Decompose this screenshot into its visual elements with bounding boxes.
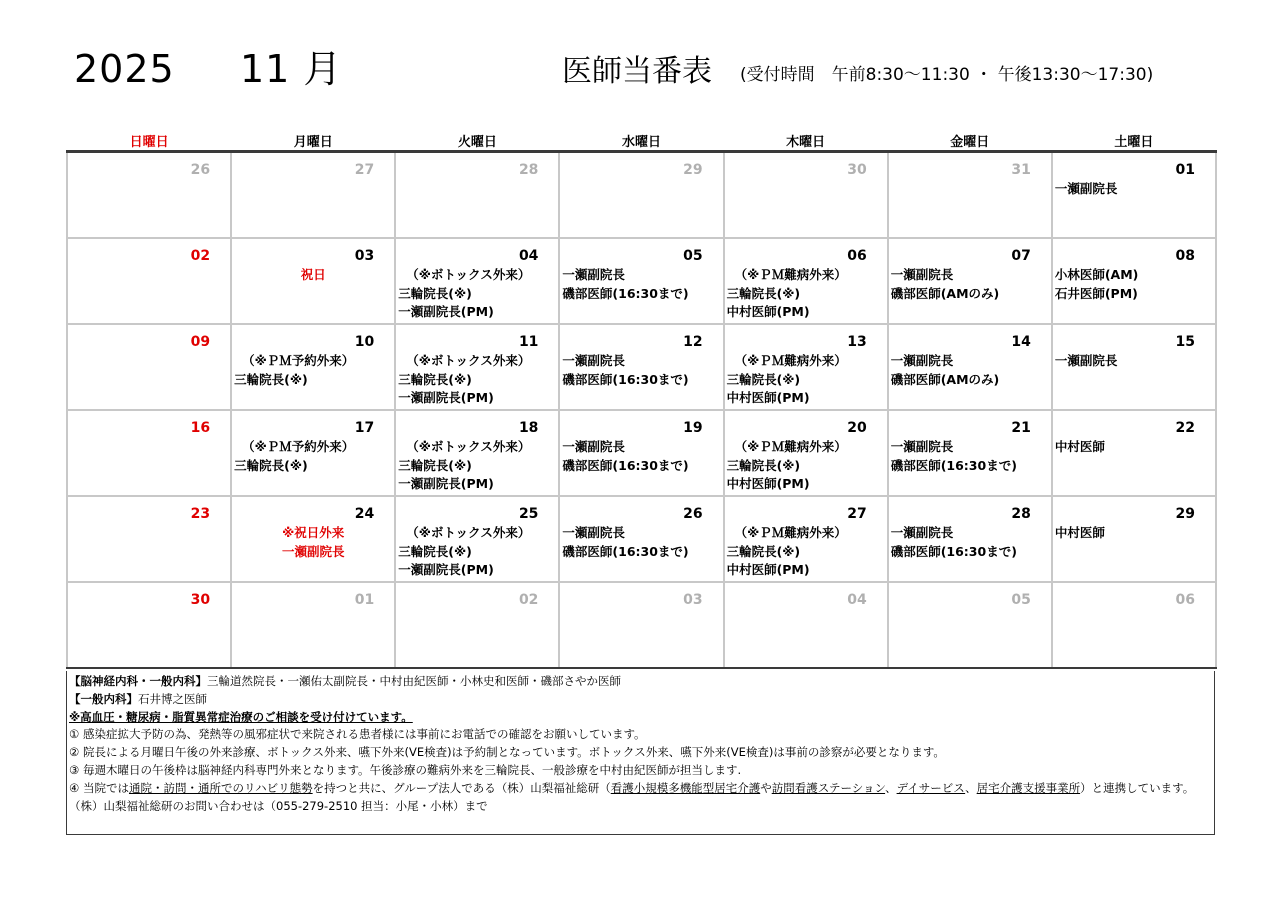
duty-line: 三輪院長(※) bbox=[398, 457, 472, 473]
day-number: 31 bbox=[1011, 162, 1031, 178]
calendar-week bbox=[67, 496, 1216, 582]
day-number: 24 bbox=[354, 506, 375, 522]
n4-text-b: を持つと共に、グループ法人である（株）山梨福祉総研（ bbox=[312, 780, 611, 795]
duty-line: 磯部医師(16:30まで) bbox=[562, 543, 689, 559]
duty-line: （※ボトックス外来） bbox=[406, 267, 531, 282]
day-number: 28 bbox=[518, 162, 539, 178]
duty-entries bbox=[725, 264, 887, 322]
duty-line: （※ＰＭ予約外来） bbox=[242, 439, 355, 454]
duty-line: 磯部医師(16:30まで) bbox=[562, 457, 689, 473]
day-cell bbox=[724, 238, 888, 324]
notes-general-label: 【一般内科】 bbox=[69, 691, 138, 706]
duty-line: 磯部医師(16:30まで) bbox=[890, 457, 1017, 473]
calendar-week bbox=[67, 410, 1216, 496]
day-number: 27 bbox=[354, 162, 375, 178]
day-number: 20 bbox=[847, 420, 867, 436]
weekday-header: 月曜日 bbox=[231, 130, 395, 152]
day-cell bbox=[724, 152, 888, 239]
duty-line: 一瀬副院長 bbox=[562, 525, 625, 540]
day-cell bbox=[724, 410, 888, 496]
duty-line: 磯部医師(AMのみ) bbox=[890, 285, 1000, 301]
duty-entries bbox=[396, 350, 558, 408]
duty-line: （※ＰＭ難病外来） bbox=[734, 439, 847, 454]
n4-text-a: ④ 当院では bbox=[69, 780, 129, 795]
day-number: 05 bbox=[1011, 592, 1031, 608]
day-number: 15 bbox=[1175, 334, 1195, 350]
duty-line: 一瀬副院長 bbox=[890, 267, 954, 282]
day-number: 11 bbox=[518, 334, 539, 350]
day-number: 05 bbox=[683, 248, 703, 264]
duty-entries bbox=[560, 436, 722, 475]
day-number: 01 bbox=[354, 592, 375, 608]
duty-line: 石井医師(PM) bbox=[1054, 285, 1138, 301]
duty-entries bbox=[232, 436, 394, 475]
day-cell bbox=[559, 238, 723, 324]
day-cell bbox=[395, 324, 559, 410]
notes-neuro-doctors: 三輪道然院長・一瀬佑太副院長・中村由紀医師・小林史和医師・磯部さやか医師 bbox=[207, 674, 621, 688]
duty-line: 三輪院長(※) bbox=[726, 543, 801, 559]
duty-entries bbox=[725, 522, 887, 580]
day-cell bbox=[888, 324, 1052, 410]
duty-entries bbox=[232, 522, 394, 561]
weekday-header: 日曜日 bbox=[67, 130, 231, 152]
duty-line: 三輪院長(※) bbox=[398, 285, 472, 301]
duty-entries bbox=[725, 350, 887, 408]
day-number: 02 bbox=[518, 592, 539, 608]
duty-line: （※ＰＭ難病外来） bbox=[734, 353, 847, 368]
duty-entries bbox=[889, 264, 1051, 303]
weekday-header: 水曜日 bbox=[559, 130, 723, 152]
duty-line: 一瀬副院長 bbox=[890, 525, 954, 540]
day-cell bbox=[67, 324, 231, 410]
day-number: 18 bbox=[518, 420, 539, 436]
day-number: 04 bbox=[518, 248, 539, 264]
duty-line: 三輪院長(※) bbox=[398, 543, 472, 559]
duty-line: 中村医師(PM) bbox=[726, 304, 810, 319]
duty-line: 一瀬副院長 bbox=[1054, 353, 1118, 368]
n4-text-d: 、 bbox=[885, 780, 897, 795]
duty-entries bbox=[232, 264, 394, 285]
day-cell bbox=[231, 324, 395, 410]
year: 2025 bbox=[74, 47, 175, 91]
day-number: 22 bbox=[1175, 420, 1195, 436]
day-cell bbox=[231, 496, 395, 582]
n4-dayservice-link: デイサービス bbox=[896, 780, 966, 795]
weekday-header: 金曜日 bbox=[888, 130, 1052, 152]
duty-entries bbox=[1053, 436, 1215, 457]
duty-entries bbox=[232, 350, 394, 389]
duty-line: 中村医師(PM) bbox=[726, 476, 810, 491]
header bbox=[0, 0, 1285, 130]
notes-panel bbox=[66, 671, 1215, 835]
notes-item-2: ② 院長による月曜日午後の外来診療、ボトックス外来、嚥下外来(VE検査)は予約制となっています。ボトックス外来、嚥下外来(VE検査)は事前の診察が必要となります。 bbox=[69, 745, 945, 760]
day-cell bbox=[231, 410, 395, 496]
day-number: 13 bbox=[847, 334, 867, 350]
day-number: 25 bbox=[518, 506, 539, 522]
calendar-week bbox=[67, 582, 1216, 668]
calendar-week bbox=[67, 238, 1216, 324]
day-number: 16 bbox=[190, 420, 211, 436]
duty-entries bbox=[1053, 264, 1215, 303]
weekday-header: 木曜日 bbox=[724, 130, 888, 152]
day-cell bbox=[67, 582, 231, 668]
day-cell bbox=[1052, 410, 1216, 496]
month: 11 月 bbox=[240, 47, 343, 91]
duty-entries bbox=[1053, 178, 1215, 199]
duty-line: 一瀬副院長 bbox=[890, 353, 954, 368]
notes-contact: （株）山梨福祉総研のお問い合わせは（055-279-2510 担当：小尾・小林）まで bbox=[69, 798, 488, 813]
duty-entries bbox=[889, 522, 1051, 561]
day-cell bbox=[724, 496, 888, 582]
day-number: 03 bbox=[354, 248, 375, 264]
day-number: 19 bbox=[683, 420, 703, 436]
day-number: 27 bbox=[847, 506, 867, 522]
day-cell bbox=[231, 238, 395, 324]
day-cell bbox=[888, 496, 1052, 582]
day-number: 26 bbox=[190, 162, 211, 178]
day-cell bbox=[559, 582, 723, 668]
duty-line: 磯部医師(16:30まで) bbox=[890, 543, 1017, 559]
day-number: 04 bbox=[847, 592, 867, 608]
duty-line: 三輪院長(※) bbox=[726, 457, 801, 473]
day-cell bbox=[724, 582, 888, 668]
duty-entries bbox=[560, 264, 722, 303]
duty-line: 祝日 bbox=[300, 267, 326, 282]
day-number: 03 bbox=[683, 592, 703, 608]
duty-line: 三輪院長(※) bbox=[234, 371, 308, 387]
day-cell bbox=[1052, 582, 1216, 668]
duty-line: （※ボトックス外来） bbox=[406, 353, 531, 368]
day-cell bbox=[231, 152, 395, 239]
weekday-header-row bbox=[67, 130, 1216, 152]
day-cell bbox=[888, 238, 1052, 324]
day-cell bbox=[559, 496, 723, 582]
day-cell bbox=[559, 324, 723, 410]
duty-line: 中村医師(PM) bbox=[726, 390, 810, 405]
duty-line: 磯部医師(AMのみ) bbox=[890, 371, 1000, 387]
duty-line: （※ボトックス外来） bbox=[406, 525, 531, 540]
duty-line: （※ＰＭ難病外来） bbox=[734, 525, 847, 540]
duty-line: 三輪院長(※) bbox=[726, 371, 801, 387]
notes-general-doctors: 石井博之医師 bbox=[138, 691, 207, 706]
duty-entries bbox=[396, 264, 558, 322]
day-cell bbox=[1052, 324, 1216, 410]
notes-general-line bbox=[69, 691, 1214, 709]
duty-entries bbox=[560, 522, 722, 561]
calendar-week bbox=[67, 324, 1216, 410]
duty-entries bbox=[1053, 350, 1215, 371]
day-number: 14 bbox=[1011, 334, 1031, 350]
weekday-header: 土曜日 bbox=[1052, 130, 1216, 152]
day-cell bbox=[395, 410, 559, 496]
duty-entries bbox=[725, 436, 887, 494]
duty-line: 磯部医師(16:30まで) bbox=[562, 371, 689, 387]
day-cell bbox=[1052, 238, 1216, 324]
duty-line: 一瀬副院長(PM) bbox=[398, 390, 494, 405]
n4-rehab-link: 通院・訪問・通所でのリハビリ態勢 bbox=[128, 780, 313, 795]
duty-line: 一瀬副院長 bbox=[562, 439, 625, 454]
day-cell bbox=[67, 152, 231, 239]
duty-line: 中村医師 bbox=[1054, 439, 1105, 454]
duty-line: 一瀬副院長 bbox=[562, 267, 625, 282]
notes-neuro-label: 【脳神経内科・一般内科】 bbox=[69, 674, 207, 688]
duty-entries bbox=[396, 522, 558, 580]
day-number: 29 bbox=[1175, 506, 1195, 522]
n4-station-link: 訪問看護ステーション bbox=[771, 780, 886, 795]
calendar-body bbox=[67, 152, 1216, 669]
notes-item-3: ③ 毎週木曜日の午後枠は脳神経内科専門外来となります。午後診療の難病外来を三輪院長、一般診療を中村由紀医師が担当します. bbox=[69, 762, 742, 777]
day-cell bbox=[395, 582, 559, 668]
duty-line: 三輪院長(※) bbox=[726, 285, 801, 301]
day-cell bbox=[724, 324, 888, 410]
day-cell bbox=[67, 238, 231, 324]
day-cell bbox=[395, 152, 559, 239]
day-cell bbox=[67, 496, 231, 582]
day-cell bbox=[395, 496, 559, 582]
day-number: 06 bbox=[1175, 592, 1195, 608]
day-cell bbox=[1052, 496, 1216, 582]
day-cell bbox=[888, 410, 1052, 496]
duty-line: 一瀬副院長 bbox=[281, 543, 345, 559]
day-number: 09 bbox=[190, 334, 211, 350]
duty-entries bbox=[889, 350, 1051, 389]
duty-line: 中村医師(PM) bbox=[726, 562, 810, 577]
day-number: 21 bbox=[1011, 420, 1031, 436]
duty-line: 三輪院長(※) bbox=[234, 457, 308, 473]
duty-line: （※ＰＭ予約外来） bbox=[242, 353, 355, 368]
day-number: 07 bbox=[1011, 248, 1031, 264]
n4-text-e: 、 bbox=[965, 780, 977, 795]
day-number: 29 bbox=[683, 162, 703, 178]
day-number: 26 bbox=[683, 506, 703, 522]
day-cell bbox=[231, 582, 395, 668]
day-number: 08 bbox=[1175, 248, 1195, 264]
duty-calendar bbox=[66, 130, 1217, 669]
notes-neuro-line bbox=[69, 673, 1214, 691]
n4-text-f: ）と連携しています。 bbox=[1080, 780, 1195, 795]
duty-line: （※ボトックス外来） bbox=[406, 439, 531, 454]
duty-line: 中村医師 bbox=[1054, 525, 1105, 540]
day-cell bbox=[559, 152, 723, 239]
duty-entries bbox=[1053, 522, 1215, 543]
duty-entries bbox=[889, 436, 1051, 475]
duty-entries bbox=[560, 350, 722, 389]
day-number: 30 bbox=[847, 162, 867, 178]
duty-line: 磯部医師(16:30まで) bbox=[562, 285, 689, 301]
day-number: 23 bbox=[190, 506, 211, 522]
day-cell bbox=[888, 152, 1052, 239]
duty-line: 一瀬副院長(PM) bbox=[398, 304, 494, 319]
day-number: 10 bbox=[354, 334, 375, 350]
duty-line: 一瀬副院長 bbox=[1054, 181, 1118, 196]
duty-entries bbox=[396, 436, 558, 494]
day-number: 28 bbox=[1011, 506, 1031, 522]
calendar-week bbox=[67, 152, 1216, 239]
day-number: 06 bbox=[847, 248, 867, 264]
duty-line: 三輪院長(※) bbox=[398, 371, 472, 387]
duty-line: 小林医師(AM) bbox=[1054, 267, 1139, 282]
day-number: 02 bbox=[190, 248, 211, 264]
duty-line: ※祝日外来 bbox=[282, 525, 345, 540]
day-number: 17 bbox=[354, 420, 375, 436]
duty-line: 一瀬副院長 bbox=[890, 439, 954, 454]
duty-line: 一瀬副院長 bbox=[562, 353, 625, 368]
reception-hours: (受付時間 午前8:30〜11:30 ・ 午後13:30〜17:30) bbox=[740, 65, 1154, 85]
day-cell bbox=[1052, 152, 1216, 239]
day-number: 30 bbox=[190, 592, 211, 608]
day-number: 12 bbox=[683, 334, 703, 350]
day-cell bbox=[888, 582, 1052, 668]
duty-line: （※ＰＭ難病外来） bbox=[734, 267, 847, 282]
n4-kantaki-link: 看護小規模多機能型居宅介護 bbox=[610, 780, 761, 795]
day-number: 01 bbox=[1175, 162, 1195, 178]
day-cell bbox=[395, 238, 559, 324]
day-cell bbox=[67, 410, 231, 496]
notes-item-1: ① 感染症拡大予防の為、発熱等の風邪症状で来院される患者様には事前にお電話での確認をお願いしています。 bbox=[69, 727, 646, 742]
duty-line: 一瀬副院長(PM) bbox=[398, 562, 494, 577]
n4-care-office-link: 居宅介護支援事業所 bbox=[976, 780, 1081, 795]
duty-line: 一瀬副院長(PM) bbox=[398, 476, 494, 491]
notes-item-4 bbox=[69, 780, 1214, 798]
day-cell bbox=[559, 410, 723, 496]
notes-consult: ※高血圧・糖尿病・脂質異常症治療のご相談を受け付けています。 bbox=[69, 709, 413, 724]
page-title: 医師当番表 bbox=[562, 54, 712, 89]
n4-text-c: や bbox=[760, 780, 772, 795]
weekday-header: 火曜日 bbox=[395, 130, 559, 152]
